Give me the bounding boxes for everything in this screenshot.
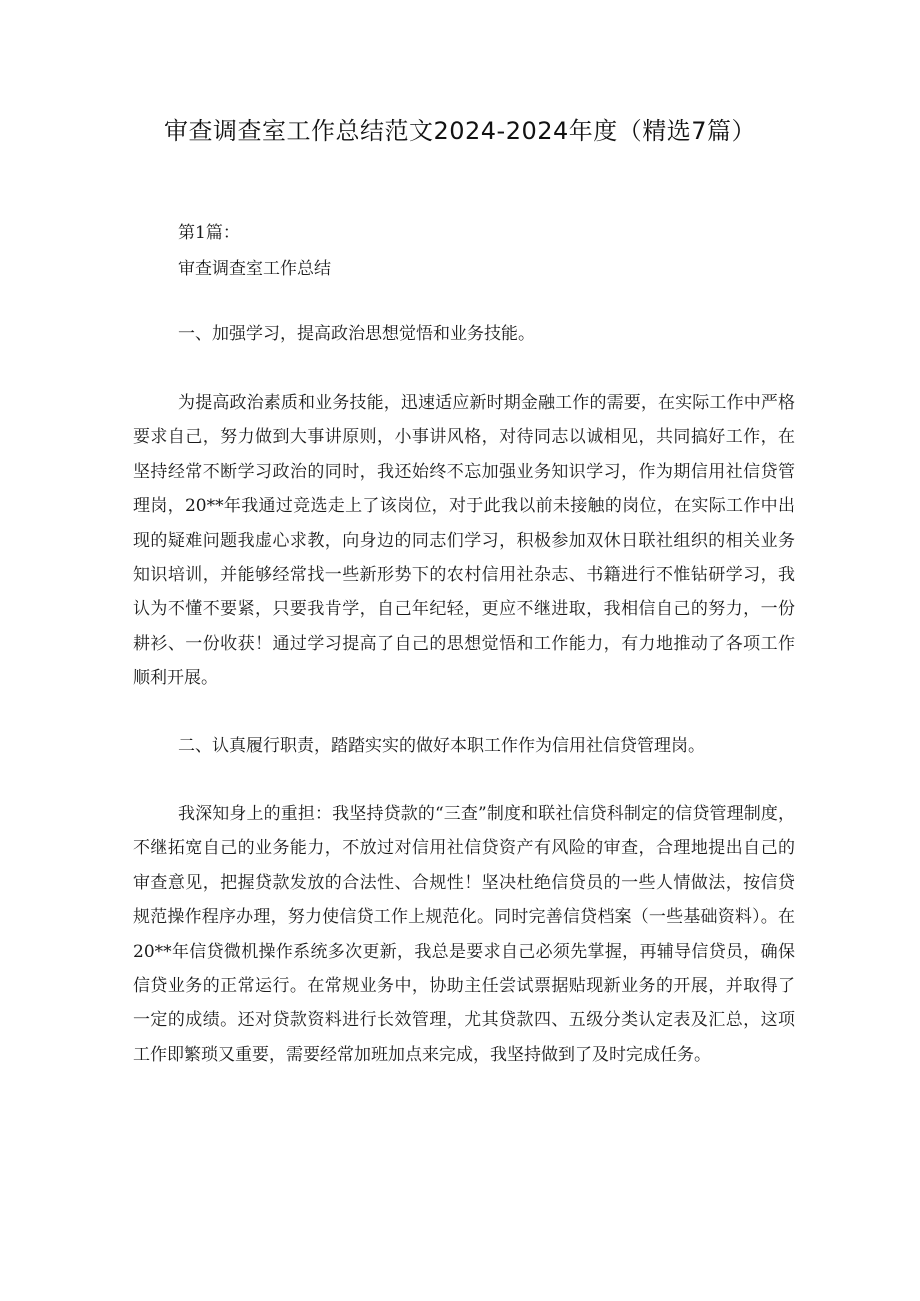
section-heading-2: 二、认真履行职责，踏踏实实的做好本职工作作为信用社信贷管理岗。 — [178, 736, 705, 756]
article-title: 审查调查室工作总结 — [178, 259, 331, 279]
section-paragraph-2: 我深知身上的重担：我坚持贷款的“三查”制度和联社信贷科制定的信贷管理制度，不继拓宽自己的业务能力，不放过对信用社信贷资产有风险的审查，合理地提出自己的审查意见，把握贷款发放的合法性、合规性！坚决杜绝信贷员的一些人情做法，按信贷规范操作程序办理，努力使信贷工作上规范化。同时完善信贷档案（一些基础资料）。在20**年信贷微机操作系统多次更新，我总是要求自己必须先掌握，再辅导信贷员，确保信贷业务的正常运行。在常规业务中，协助主任尝试票据贴现新业务的开展，并取得了一定的成绩。还对贷款资料进行长效管理，尤其贷款四、五级分类认定表及汇总，这项工作即繁琐又重要，需要经常加班加点来完成，我坚持做到了及时完成任务。 — [133, 804, 795, 1065]
article-number-label: 第1篇： — [178, 223, 240, 243]
document-title: 审查调查室工作总结范文2024-2024年度（精选7篇） — [163, 117, 757, 145]
section-heading-1: 一、加强学习，提高政治思想觉悟和业务技能。 — [178, 324, 535, 344]
section-paragraph-1: 为提高政治素质和业务技能，迅速适应新时期金融工作的需要，在实际工作中严格要求自己，努力做到大事讲原则，小事讲风格，对待同志以诚相见，共同搞好工作，在坚持经常不断学习政治的同时，我还始终不忘加强业务知识学习，作为期信用社信贷管理岗，20**年我通过竞选走上了该岗位，对于此我以前未接触的岗位，在实际工作中出现的疑难问题我虚心求教，向身边的同志们学习，积极参加双休日联社组织的相关业务知识培训，并能够经常找一些新形势下的农村信用社杂志、书籍进行不惟钻研学习，我认为不懂不要紧，只要我肯学，自己年纪轻，更应不继进取，我相信自己的努力，一份耕衫、一份收获！通过学习提高了自己的思想觉悟和工作能力，有力地推动了各项工作顺利开展。 — [133, 393, 795, 689]
